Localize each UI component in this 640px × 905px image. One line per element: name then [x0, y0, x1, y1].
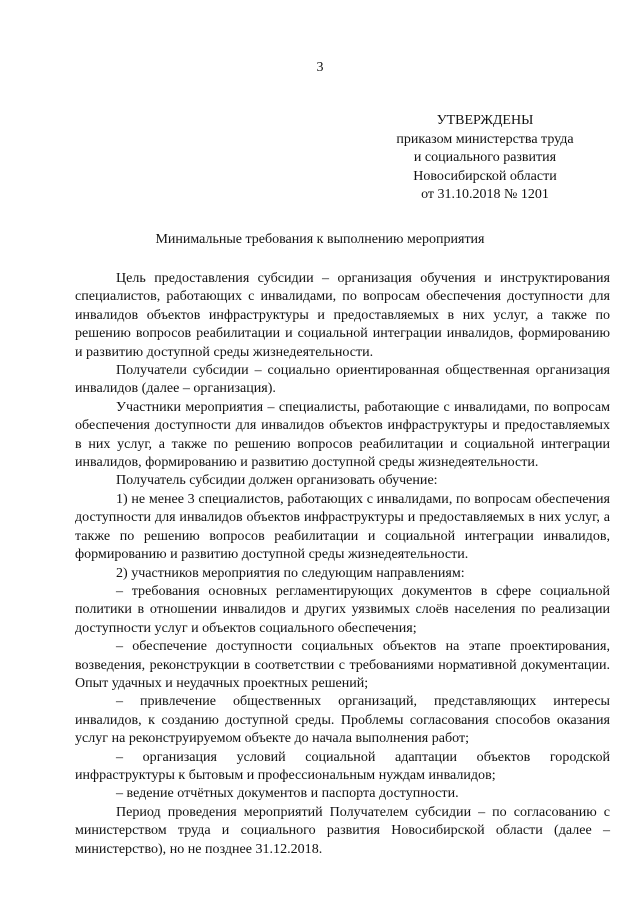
paragraph-recipients: Получатели субсидии – социально ориентированная общественная организация инвалидов (далее – организация). [75, 362, 610, 397]
document-body [75, 269, 610, 858]
paragraph-direction-regulations: – требования основных регламентирующих документов в сфере социальной политики в отношении инвалидов и других уязвимых слоёв населения по реализации доступности услуг и объектов социального обеспечения; [75, 582, 610, 636]
document-title: Минимальные требования к выполнению мероприятия [155, 232, 485, 247]
approval-line-date-number: от 31.10.2018 № 1201 [421, 187, 549, 202]
paragraph-item-1: 1) не менее 3 специалистов, работающих с инвалидами, по вопросам обеспечения доступности для инвалидов объектов инфраструктуры и предоставляемых в них услуг, а также по решению вопросов реабилитации и социальной интеграции инвалидов, формированию и развитию доступной среды жизнедеятельности. [75, 490, 610, 563]
approval-line-order: приказом министерства труда [396, 131, 574, 147]
paragraph-training-intro: Получатель субсидии должен организовать обучение: [116, 472, 438, 489]
paragraph-direction-public-orgs: – привлечение общественных организаций, представляющих интересы инвалидов, к созданию доступной среды. Проблемы согласования способов оказания услуг на реконструируемом объекте до начала выполнения работ; [75, 693, 610, 747]
paragraph-item-2: 2) участников мероприятия по следующим направлениям: [116, 564, 465, 581]
paragraph-direction-adaptation: – организация условий социальной адаптации объектов городской инфраструктуры к бытовым и профессиональным нуждам инвалидов; [75, 748, 610, 783]
approval-line-region: Новосибирской области [413, 168, 557, 184]
paragraph-goal: Цель предоставления субсидии – организация обучения и инструктирования специалистов, работающих с инвалидами, по вопросам обеспечения доступности для инвалидов объектов инфраструктуры и предоставляемых в них услуг, а также по решению вопросов реабилитации и социальной интеграции инвалидов, формированию и развитию доступной среды жизнедеятельности. [75, 270, 610, 360]
approval-line-ministry: и социального развития [413, 150, 557, 165]
paragraph-direction-reporting: – ведение отчётных документов и паспорта доступности. [116, 785, 459, 802]
approval-line-approved: УТВЕРЖДЕНЫ [436, 113, 534, 128]
paragraph-period: Период проведения мероприятий Получателем субсидии – по согласованию с министерством труда и социального развития Новосибирской области (далее – министерство), но не позднее 31.12.2018. [75, 803, 610, 857]
page-number: 3 [316, 60, 324, 75]
paragraph-participants: Участники мероприятия – специалисты, работающие с инвалидами, по вопросам обеспечения доступности для инвалидов объектов инфраструктуры и предоставляемых в них услуг, а также по решению вопросов реабилитации и социальной интеграции инвалидов, формированию и развитию доступной среды жизнедеятельности. [75, 398, 610, 471]
paragraph-direction-accessibility: – обеспечение доступности социальных объектов на этапе проектирования, возведения, реконструкции в соответствии с требованиями нормативной документации. Опыт удачных и неудачных проектных решений; [75, 638, 610, 691]
approval-block [374, 112, 596, 205]
